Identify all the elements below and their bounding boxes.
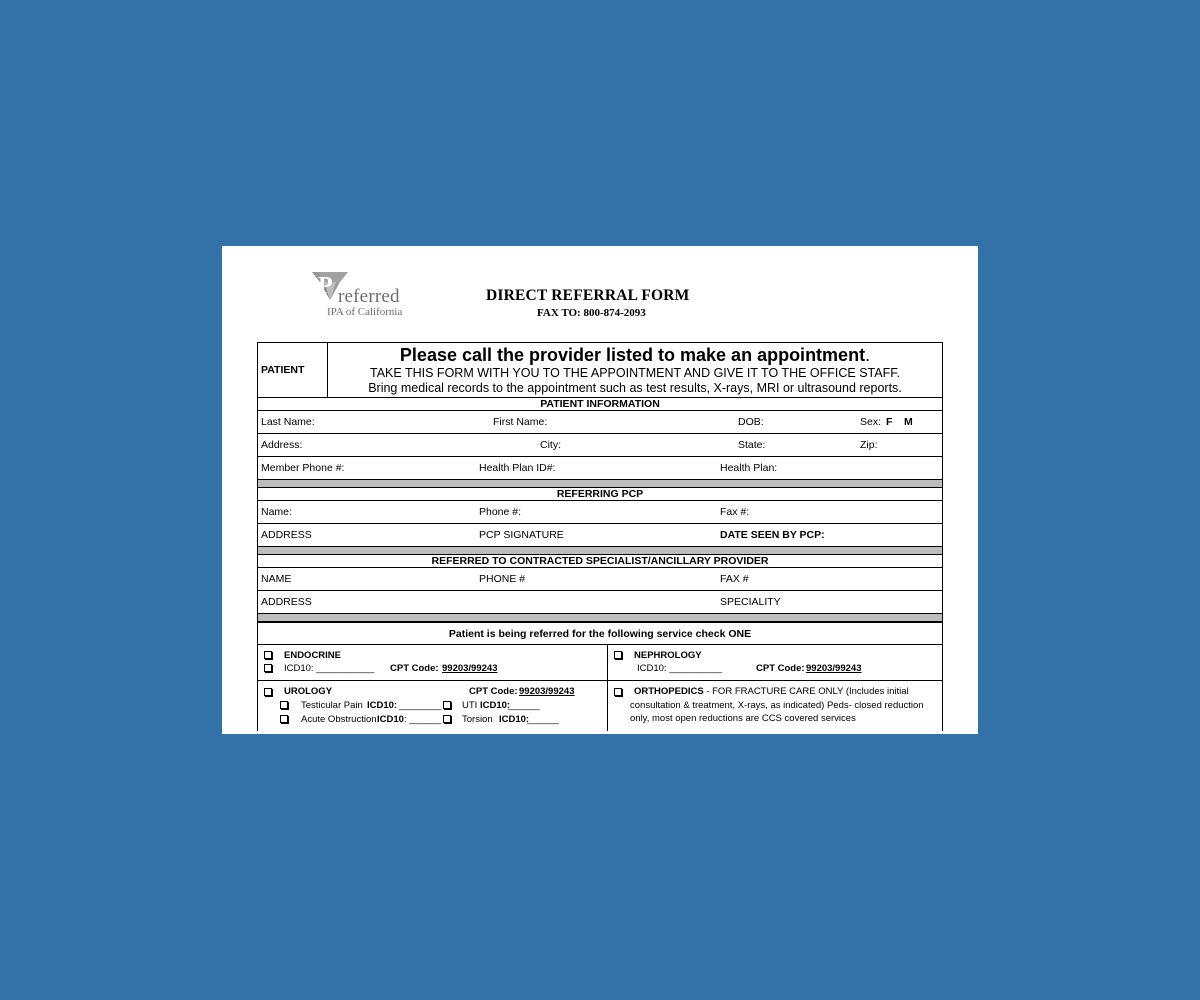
endocrine-cell xyxy=(258,645,608,680)
urology-cell xyxy=(258,681,608,731)
first-name-field[interactable]: First Name: xyxy=(493,416,548,428)
call-provider-text: Please call the provider listed to make an appointment xyxy=(399,345,866,365)
sex-label: Sex: xyxy=(860,416,882,428)
pcp-contact-row xyxy=(258,501,942,524)
specialist-address-field[interactable]: ADDRESS xyxy=(261,596,312,608)
referral-form-page xyxy=(222,246,978,734)
section-divider xyxy=(258,547,942,555)
endocrine-icd-field[interactable]: ICD10: ___________ xyxy=(284,663,375,674)
referral-form-table xyxy=(257,342,943,731)
specialist-name-field[interactable]: NAME xyxy=(261,573,292,585)
health-plan-id-field[interactable]: Health Plan ID#: xyxy=(479,462,556,474)
uti-label: UTI xyxy=(462,700,478,711)
dob-field[interactable]: DOB: xyxy=(738,416,764,428)
acute-icd-label: ICD10 xyxy=(377,714,404,725)
patient-address-row xyxy=(258,434,942,457)
logo-wordmark: referred xyxy=(338,286,400,307)
nephrology-cell xyxy=(608,645,942,680)
patient-information-header: PATIENT INFORMATION xyxy=(258,398,942,411)
pcp-address-field[interactable]: ADDRESS xyxy=(261,529,312,541)
uti-checkbox[interactable] xyxy=(443,701,451,709)
patient-instructions-row xyxy=(258,343,942,398)
endocrine-cpt-label: CPT Code: xyxy=(390,663,439,674)
referring-pcp-header: REFERRING PCP xyxy=(258,488,942,501)
testicular-pain-label: Testicular Pain xyxy=(301,700,363,711)
orthopedics-desc-2: consultation & treatment, X-rays, as indicated) Peds- closed reduction xyxy=(630,700,924,711)
last-name-field[interactable]: Last Name: xyxy=(261,416,315,428)
sex-option-m[interactable]: M xyxy=(904,416,913,428)
orthopedics-desc-3: only, most open reductions are CCS covered services xyxy=(630,713,856,724)
patient-instructions xyxy=(328,343,942,397)
endocrine-icd-checkbox[interactable] xyxy=(264,664,272,672)
orthopedics-desc-1: - FOR FRACTURE CARE ONLY (Includes initial xyxy=(703,686,909,697)
nephrology-icd-field[interactable]: ICD10: __________ xyxy=(637,663,723,674)
urology-label: UROLOGY xyxy=(284,686,333,697)
testicular-icd-field[interactable]: ________ xyxy=(399,700,442,711)
zip-field[interactable]: Zip: xyxy=(860,439,878,451)
torsion-label: Torsion xyxy=(462,714,493,725)
urology-cpt-label: CPT Code: xyxy=(469,686,518,697)
pcp-address-row xyxy=(258,524,942,547)
member-phone-field[interactable]: Member Phone #: xyxy=(261,462,345,474)
svg-text:P: P xyxy=(318,273,333,299)
pcp-phone-field[interactable]: Phone #: xyxy=(479,506,522,518)
pcp-name-field[interactable]: Name: xyxy=(261,506,292,518)
speciality-field[interactable]: SPECIALITY xyxy=(720,596,781,608)
call-provider-period: . xyxy=(865,345,871,365)
torsion-checkbox[interactable] xyxy=(443,715,451,723)
fax-number: FAX TO: 800-874-2093 xyxy=(537,307,646,319)
health-plan-field[interactable]: Health Plan: xyxy=(720,462,778,474)
acute-obstruction-label: Acute Obstruction xyxy=(301,714,377,725)
service-check-notice: Patient is being referred for the following service check ONE xyxy=(258,622,942,645)
torsion-icd-label: ICD10: xyxy=(499,714,530,725)
nephrology-checkbox[interactable] xyxy=(614,651,622,659)
patient-label: PATIENT xyxy=(258,343,328,397)
orthopedics-checkbox[interactable] xyxy=(614,688,622,696)
call-provider-instruction xyxy=(328,345,942,366)
take-form-instruction: TAKE THIS FORM WITH YOU TO THE APPOINTMENT AND GIVE IT TO THE OFFICE STAFF. xyxy=(370,366,900,380)
section-divider xyxy=(258,480,942,488)
endocrine-label: ENDOCRINE xyxy=(284,650,342,661)
uti-icd-field[interactable]: ______ xyxy=(508,700,540,711)
endocrine-checkbox[interactable] xyxy=(264,651,272,659)
date-seen-by-pcp-field[interactable]: DATE SEEN BY PCP: xyxy=(720,529,825,541)
uti-icd-label: ICD10: xyxy=(480,700,511,711)
specialist-phone-field[interactable]: PHONE # xyxy=(479,573,526,585)
torsion-icd-field[interactable]: ______ xyxy=(527,714,559,725)
patient-plan-row xyxy=(258,457,942,480)
endocrine-cpt-code: 99203/99243 xyxy=(442,663,498,674)
preferred-ipa-logo xyxy=(310,268,422,320)
section-divider xyxy=(258,614,942,622)
service-row-2 xyxy=(258,681,942,731)
urology-checkbox[interactable] xyxy=(264,688,272,696)
specialist-address-row xyxy=(258,591,942,614)
sex-option-f[interactable]: F xyxy=(886,416,893,428)
form-title: DIRECT REFERRAL FORM xyxy=(486,287,690,304)
nephrology-label: NEPHROLOGY xyxy=(634,650,702,661)
specialist-header: REFERRED TO CONTRACTED SPECIALIST/ANCILLARY PROVIDER xyxy=(258,555,942,568)
pcp-fax-field[interactable]: Fax #: xyxy=(720,506,750,518)
testicular-icd-label: ICD10: xyxy=(367,700,398,711)
orthopedics-cell xyxy=(608,681,942,731)
acute-icd-field[interactable]: : ______ xyxy=(404,714,441,725)
nephrology-cpt-label: CPT Code: xyxy=(756,663,805,674)
urology-cpt-code: 99203/99243 xyxy=(519,686,575,697)
orthopedics-title-line xyxy=(634,686,909,697)
acute-obstruction-checkbox[interactable] xyxy=(280,715,288,723)
specialist-fax-field[interactable]: FAX # xyxy=(720,573,749,585)
city-field[interactable]: City: xyxy=(540,439,561,451)
state-field[interactable]: State: xyxy=(738,439,766,451)
bring-records-instruction: Bring medical records to the appointment such as test results, X-rays, MRI or ultrasound reports. xyxy=(368,381,902,395)
patient-address-field[interactable]: Address: xyxy=(261,439,303,451)
specialist-contact-row xyxy=(258,568,942,591)
testicular-pain-checkbox[interactable] xyxy=(280,701,288,709)
pcp-signature-field[interactable]: PCP SIGNATURE xyxy=(479,529,564,541)
logo-subtitle: IPA of California xyxy=(327,306,403,318)
nephrology-cpt-code: 99203/99243 xyxy=(806,663,862,674)
orthopedics-label: ORTHOPEDICS xyxy=(634,686,704,697)
service-row-1 xyxy=(258,645,942,681)
patient-name-row xyxy=(258,411,942,434)
